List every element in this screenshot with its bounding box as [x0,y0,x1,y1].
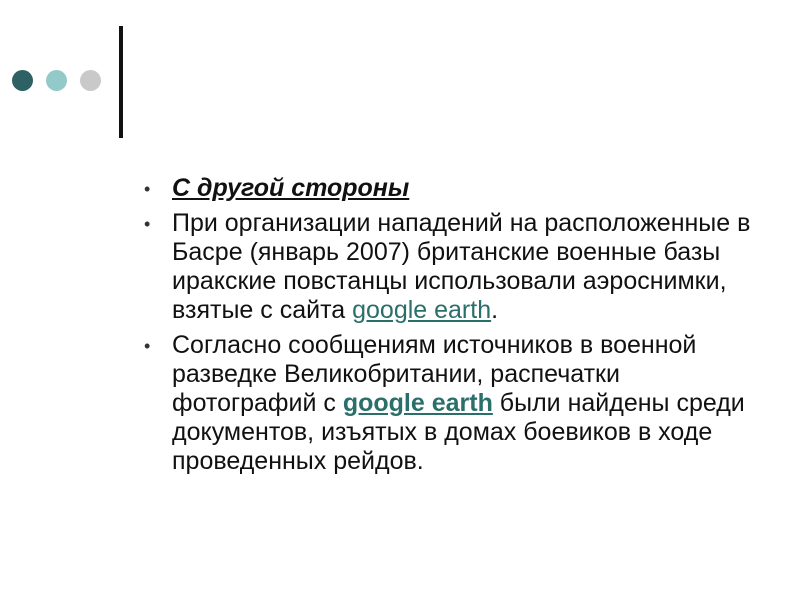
google-earth-link-bold[interactable]: google earth [342,389,493,417]
vertical-divider [119,26,123,138]
bullet-list [140,174,760,476]
dot-gray [80,70,101,91]
intelligence-text: Согласно сообщениям источников в военной разведке Великобритании, распечатки фотографий с [172,331,697,417]
basra-text: При организации нападений на расположенные в Басре (январь 2007) британские военные базы иракские повстанцы использовали аэроснимки, взятые с сайта [172,209,751,324]
slide-content [140,174,760,482]
decorative-dots [12,70,112,94]
google-earth-link[interactable]: google earth [352,296,492,324]
section-heading: С другой стороны [172,174,410,202]
bullet-icon: • [144,179,151,199]
basra-text-end: . [491,296,499,324]
list-item-basra [140,209,760,325]
bullet-icon: • [144,214,151,234]
bullet-icon: • [144,336,151,356]
list-item-intelligence [140,331,760,476]
dot-light-teal [46,70,67,91]
dot-dark [12,70,33,91]
list-item-heading [140,174,760,203]
intelligence-text-end: были найдены среди документов, изъятых в домах боевиков в ходе проведенных рейдов. [172,389,745,475]
